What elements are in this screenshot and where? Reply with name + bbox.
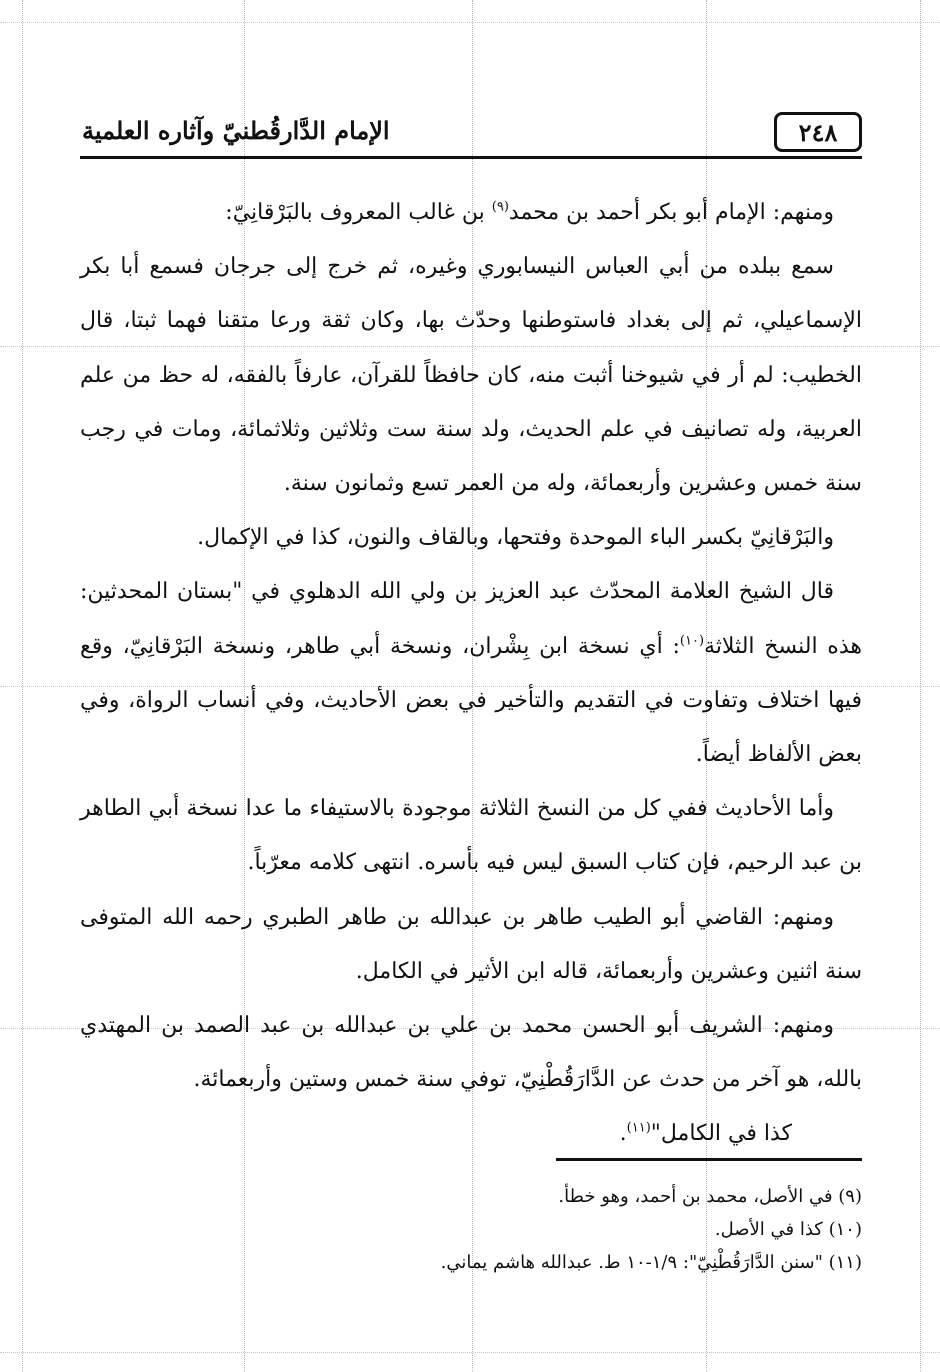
running-title: الإمام الدَّارقُطنيّ وآثاره العلمية — [82, 116, 390, 145]
footnote-ref: (٩) — [491, 199, 509, 215]
main-text — [80, 186, 862, 1162]
paragraph: وأما الأحاديث ففي كل من النسخ الثلاثة موجودة بالاستيفاء ما عدا نسخة أبي الطاهر بن عبد الرحيم، فإن كتاب السبق ليس فيه بأسره. انتهى كلامه معرّباً. — [80, 796, 862, 876]
paragraph — [80, 565, 862, 782]
footnote-separator — [556, 1158, 862, 1161]
footnote-ref: (١٠) — [679, 633, 705, 649]
footnotes — [80, 1180, 862, 1279]
text-run: . — [619, 1121, 627, 1147]
text-run: ومنهم: الإمام أبو بكر أحمد بن محمد — [508, 200, 834, 225]
paragraph: ومنهم: القاضي أبو الطيب طاهر بن عبدالله بن طاهر الطبري رحمه الله المتوفى سنة اثنين وعشرين وأربعمائة، قاله ابن الأثير في الكامل. — [80, 904, 862, 984]
text-run: : أي نسخة ابن بِشْران، ونسخة أبي طاهر، ونسخة البَرْقانِيّ، وقع فيها اختلاف وتفاوت في التقديم والتأخير في بعض الأحاديث، وفي أنساب الرواة، وفي بعض الألفاظ أيضاً. — [80, 633, 862, 768]
paragraph: سمع ببلده من أبي العباس النيسابوري وغيره، ثم خرج إلى جرجان فسمع أبا بكر الإسماعيلي، ثم إلى بغداد فاستوطنها وحدّث بها، وكان ثقة ورعا متقنا فهما ثبتا، قال الخطيب: لم أر في شيوخنا أثبت منه، كان حافظاً للقرآن، عارفاً بالفقه، له حظ من علم العربية، وله تصانيف في علم الحديث، ولد سنة ست وثلاثين وثلاثمائة، ومات في رجب سنة خمس وعشرين وأربعمائة، وله من العمر تسع وثمانون سنة. — [80, 254, 862, 497]
paragraph — [80, 1107, 862, 1161]
footnote: (١٠) كذا في الأصل. — [714, 1219, 862, 1240]
text-run: بن غالب المعروف بالبَرْقانِيّ: — [225, 200, 492, 225]
paragraph — [80, 186, 862, 240]
page-number: ٢٤٨ — [774, 112, 862, 152]
text-run: قال الشيخ العلامة المحدّث عبد العزيز بن ولي الله الدهلوي في "بستان المحدثين: هذه النسخ الثلاثة — [80, 579, 862, 659]
guide-line — [0, 22, 940, 23]
guide-line — [0, 1352, 940, 1353]
paragraph: ومنهم: الشريف أبو الحسن محمد بن علي بن عبدالله بن عبد الصمد بن المهتدي بالله، هو آخر من حدث عن الدَّارَقُطْنِيّ، توفي سنة خمس وستين وأربعمائة. — [80, 1013, 862, 1093]
footnote: (١١) "سنن الدَّارَقُطْنِيّ": ١/٩-١٠ ط. عبدالله هاشم يماني. — [440, 1252, 862, 1273]
footnote-ref: (١١) — [626, 1121, 651, 1137]
text-run: كذا في الكامل" — [650, 1121, 792, 1147]
footnote: (٩) في الأصل، محمد بن أحمد، وهو خطأ. — [558, 1186, 862, 1207]
paragraph: والبَرْقانِيّ بكسر الباء الموحدة وفتحها، وبالقاف والنون، كذا في الإكمال. — [197, 525, 834, 551]
page-header — [80, 108, 862, 159]
